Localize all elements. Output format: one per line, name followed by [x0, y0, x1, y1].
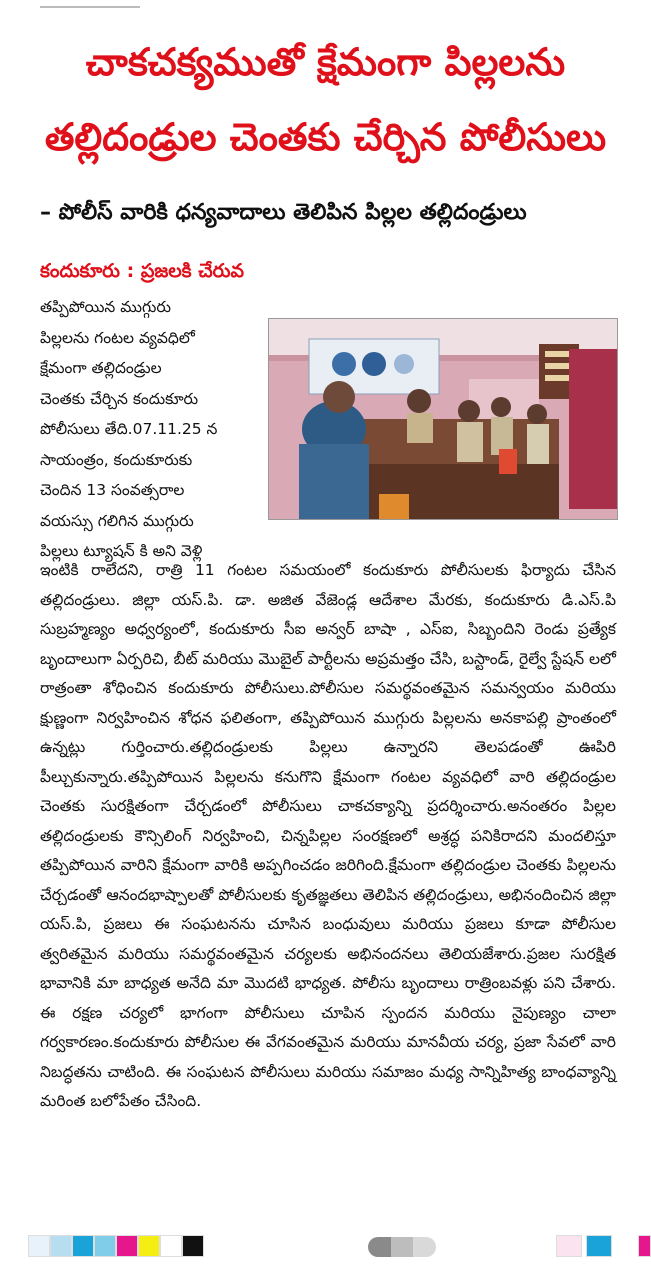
headline-line-1: చాకచక్యముతో క్షేమంగా పిల్లలను	[85, 40, 566, 84]
column-line: పిల్లలను గంటల వ్యవధిలో	[40, 328, 195, 347]
color-swatch	[50, 1235, 72, 1257]
column-line: పోలీసులు తేది.07.11.25 న	[40, 420, 218, 438]
column-line: చెందిన 13 సంవత్సరాల	[40, 481, 185, 499]
color-swatch	[28, 1235, 50, 1257]
color-swatch	[72, 1235, 94, 1257]
column-line: క్షేమంగా తల్లిదండ్రుల	[40, 359, 162, 377]
subheading: – పోలీస్ వారికి ధన్యవాదాలు తెలిపిన పిల్లల తల్లిదండ్రులు	[40, 200, 527, 225]
column-line: తప్పిపోయిన ముగ్గురు	[40, 298, 171, 316]
headline-line-2: తల్లిదండ్రుల చెంతకు చేర్చిన పోలీసులు	[44, 115, 607, 159]
news-photo	[268, 318, 618, 520]
gray-calibration-pill	[368, 1237, 436, 1257]
article-body-text: ఇంటికి రాలేదని, రాత్రి 11 గంటల సమయంలో కందుకూరు పోలీసులకు ఫిర్యాదు చేసిన తల్లిదండ్రులు. జిల్లా యస్.పి. డా. అజిత వేజెండ్ల ఆదేశాల మేరకు, కందుకూరు డి.ఎస్.పి సుబ్రహ్మణ్యం అధ్వర్యంలో, కందుకూరు సీఐ అన్వర్ బాషా , ఎస్ఐ, సిబ్బందిని రెండు ప్రత్యేక బృందాలుగా ఏర్పరిచి, బీట్ మరియు మొబైల్ పార్టీలను అప్రమత్తం చేసి, బస్టాండ్, రైల్వే స్టేషన్ లలో రాత్రంతా శోధించిన కందుకూరు పోలీసులు.పోలీసుల సమర్థవంతమైన సమన్వయం మరియు క్షుణ్ణంగా నిర్వహించిన శోధన ఫలితంగా, తప్పిపోయిన ముగ్గురు పిల్లలను అనకాపల్లి ప్రాంతంలో ఉన్నట్లు గుర్తించారు.తల్లిదండ్రులకు పిల్లలు ఉన్నారని తెలపడంతో ఊపిరి పీల్చుకున్నారు.తప్పిపోయిన పిల్లలను కనుగొని క్షేమంగా గంటల వ్యవధిలో వారి తల్లిదండ్రుల చెంతకు సురక్షితంగా చేర్చడంలో పోలీసులు చాకచక్యాన్ని ప్రదర్శించారు.అనంతరం పిల్లల తల్లిదండ్రులకు కౌన్సిలింగ్ నిర్వహించి, చిన్నపిల్లల సంరక్షణలో అశ్రద్ధ పనికిరాదని మందలిస్తూ తప్పిపోయిన వారిని క్షేమంగా వారికి అప్పగించడం జరిగింది.క్షేమంగా తల్లిదండ్రుల చెంతకు పిల్లలను చేర్చడంతో ఆనందభాష్పాలతో పోలీసులకు కృతజ్ఞతలు తెలిపిన తల్లిదండ్రులు, అభినందించిన జిల్లా యస్.పి, ప్రజలు ఈ సంఘటనను చూసిన బంధువులు మరియు ప్రజలు కూడా పోలీసుల త్వరితమైన మరియు సమర్థవంతమైన చర్యలకు అభినందనలు తెలియజేశారు.ప్రజల సురక్షిత భావానికి మా బాధ్యత అనేది మా మొదటి భాధ్యత. పోలీసు బృందాలు రాత్రింబవళ్లు పని చేశారు. ఈ రక్షణ చర్యలో భాగంగా పోలీసులు చూపిన స్పందన మరియు నైపుణ్యం చాలా గర్వకారణం.కందుకూరు పోలీసుల ఈ వేగవంతమైన మరియు మానవీయ చర్య, ప్రజా సేవలో వారి నిబద్ధతను చాటింది. ఈ సంఘటన పోలీసులు మరియు సమాజం మధ్య సాన్నిహిత్య బాంధవ్యాన్ని మరింత బలోపేతం చేసింది.	[40, 561, 616, 1110]
color-swatch	[116, 1235, 138, 1257]
color-swatch	[138, 1235, 160, 1257]
color-swatch	[182, 1235, 204, 1257]
color-swatch	[556, 1235, 582, 1257]
color-swatch	[160, 1235, 182, 1257]
article-body	[40, 556, 616, 1117]
color-swatch	[638, 1235, 651, 1257]
column-line: పిల్లలు ట్యూషన్ కి అని వెళ్లి	[40, 542, 203, 560]
page-cut-mark	[40, 0, 140, 8]
column-line: చెంతకు చేర్చిన కందుకూరు	[40, 389, 199, 408]
color-swatch	[586, 1235, 612, 1257]
column-line: సాయంత్రం, కందుకూరుకు	[40, 450, 193, 469]
column-line: వయస్సు గలిగిన ముగ్గురు	[40, 511, 194, 530]
color-swatch	[94, 1235, 116, 1257]
police-station-photo	[269, 319, 617, 519]
dateline: కందుకూరు : ప్రజలకి చేరువ	[40, 260, 245, 282]
article-left-column	[40, 292, 255, 567]
color-calibration-bar	[28, 1235, 204, 1257]
